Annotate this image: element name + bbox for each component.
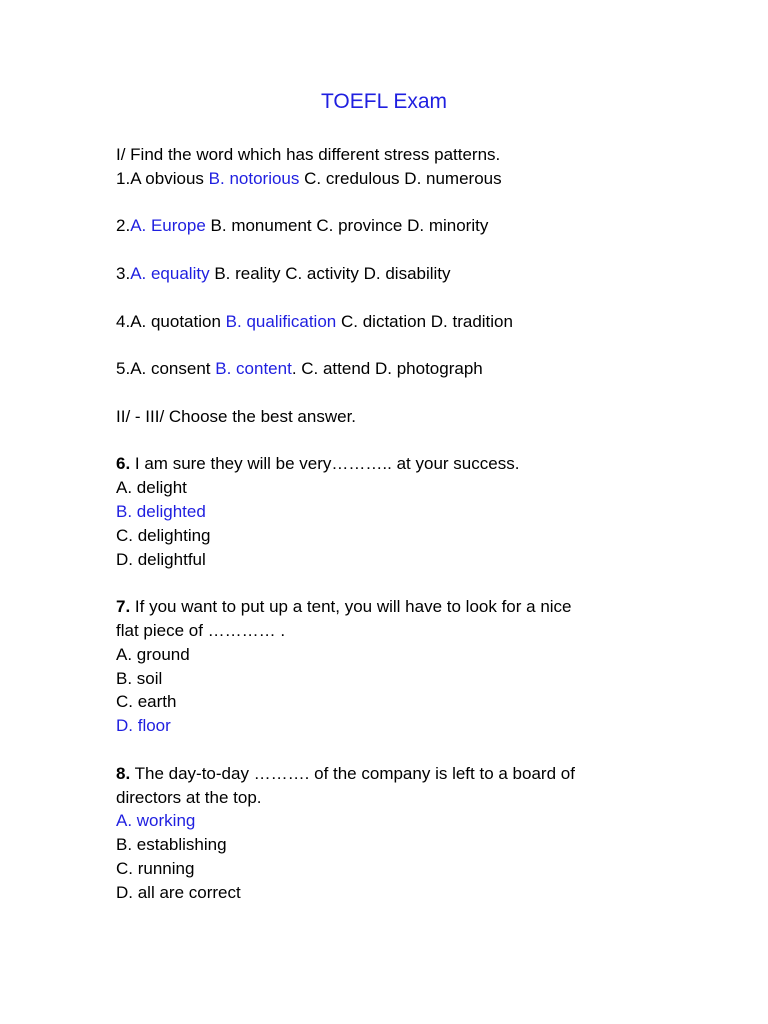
page-title: TOEFL Exam bbox=[320, 90, 448, 113]
option-c: C. dictation bbox=[340, 311, 427, 331]
option-a: A. ground bbox=[116, 644, 190, 664]
option-b: B. reality bbox=[214, 263, 281, 283]
question-5 bbox=[116, 357, 716, 381]
question-number: 6. bbox=[116, 454, 131, 474]
option-b-answer: B. delighted bbox=[116, 501, 206, 521]
option-d: D. photograph bbox=[374, 359, 483, 379]
question-2 bbox=[116, 214, 716, 238]
option-a: A. consent bbox=[130, 359, 211, 379]
option-c: C. running bbox=[116, 858, 195, 878]
option-d: D. tradition bbox=[430, 311, 513, 331]
option-d: D. all are correct bbox=[116, 882, 241, 902]
option-c: C. credulous bbox=[304, 168, 400, 188]
question-8-stem bbox=[116, 762, 716, 786]
option-b-answer: B. qualification bbox=[225, 311, 337, 331]
question-text: If you want to put up a tent, you will have to look for a nice bbox=[130, 597, 572, 617]
question-text-continued: flat piece of ………… . bbox=[116, 620, 286, 640]
exam-content bbox=[116, 143, 716, 905]
question-1 bbox=[116, 167, 716, 191]
section2-instruction: II/ - III/ Choose the best answer. bbox=[116, 406, 357, 426]
question-number: 3. bbox=[116, 263, 131, 283]
section1-instruction: I/ Find the word which has different stress patterns. bbox=[116, 145, 501, 164]
question-6-stem bbox=[116, 452, 716, 476]
option-a: A. delight bbox=[116, 478, 187, 498]
option-c: C. delighting bbox=[116, 525, 211, 545]
option-a: A. quotation bbox=[130, 311, 221, 331]
question-number: 8. bbox=[116, 763, 131, 783]
option-c: . C. attend bbox=[291, 359, 371, 379]
option-d: D. numerous bbox=[404, 168, 502, 188]
option-d-answer: D. floor bbox=[116, 716, 171, 736]
question-text: The day-to-day ………. of the company is left to a board of bbox=[130, 763, 575, 783]
question-number: 2. bbox=[116, 216, 131, 236]
option-a-answer: A. equality bbox=[130, 263, 210, 283]
question-text-continued: directors at the top. bbox=[116, 787, 262, 807]
option-b: B. monument bbox=[210, 216, 312, 236]
question-3 bbox=[116, 262, 716, 286]
option-d: D. delightful bbox=[116, 549, 206, 569]
question-number: 7. bbox=[116, 597, 131, 617]
option-a-answer: A. working bbox=[116, 811, 196, 831]
question-7-stem bbox=[116, 595, 716, 619]
option-b-answer: B. notorious bbox=[208, 168, 300, 188]
question-text: I am sure they will be very……….. at your success. bbox=[130, 454, 520, 474]
option-a-answer: A. Europe bbox=[130, 216, 206, 236]
option-b: B. establishing bbox=[116, 835, 227, 855]
option-d: D. minority bbox=[407, 216, 489, 236]
option-b: B. soil bbox=[116, 668, 163, 688]
question-number: 4. bbox=[116, 311, 131, 331]
option-a: A obvious bbox=[130, 168, 204, 188]
option-b-answer: B. content bbox=[215, 359, 292, 379]
question-number: 5. bbox=[116, 359, 131, 379]
option-c: C. province bbox=[316, 216, 403, 236]
option-c: C. activity bbox=[285, 263, 359, 283]
option-d: D. disability bbox=[363, 263, 451, 283]
question-number: 1. bbox=[116, 168, 131, 188]
question-4 bbox=[116, 310, 716, 334]
option-c: C. earth bbox=[116, 692, 177, 712]
